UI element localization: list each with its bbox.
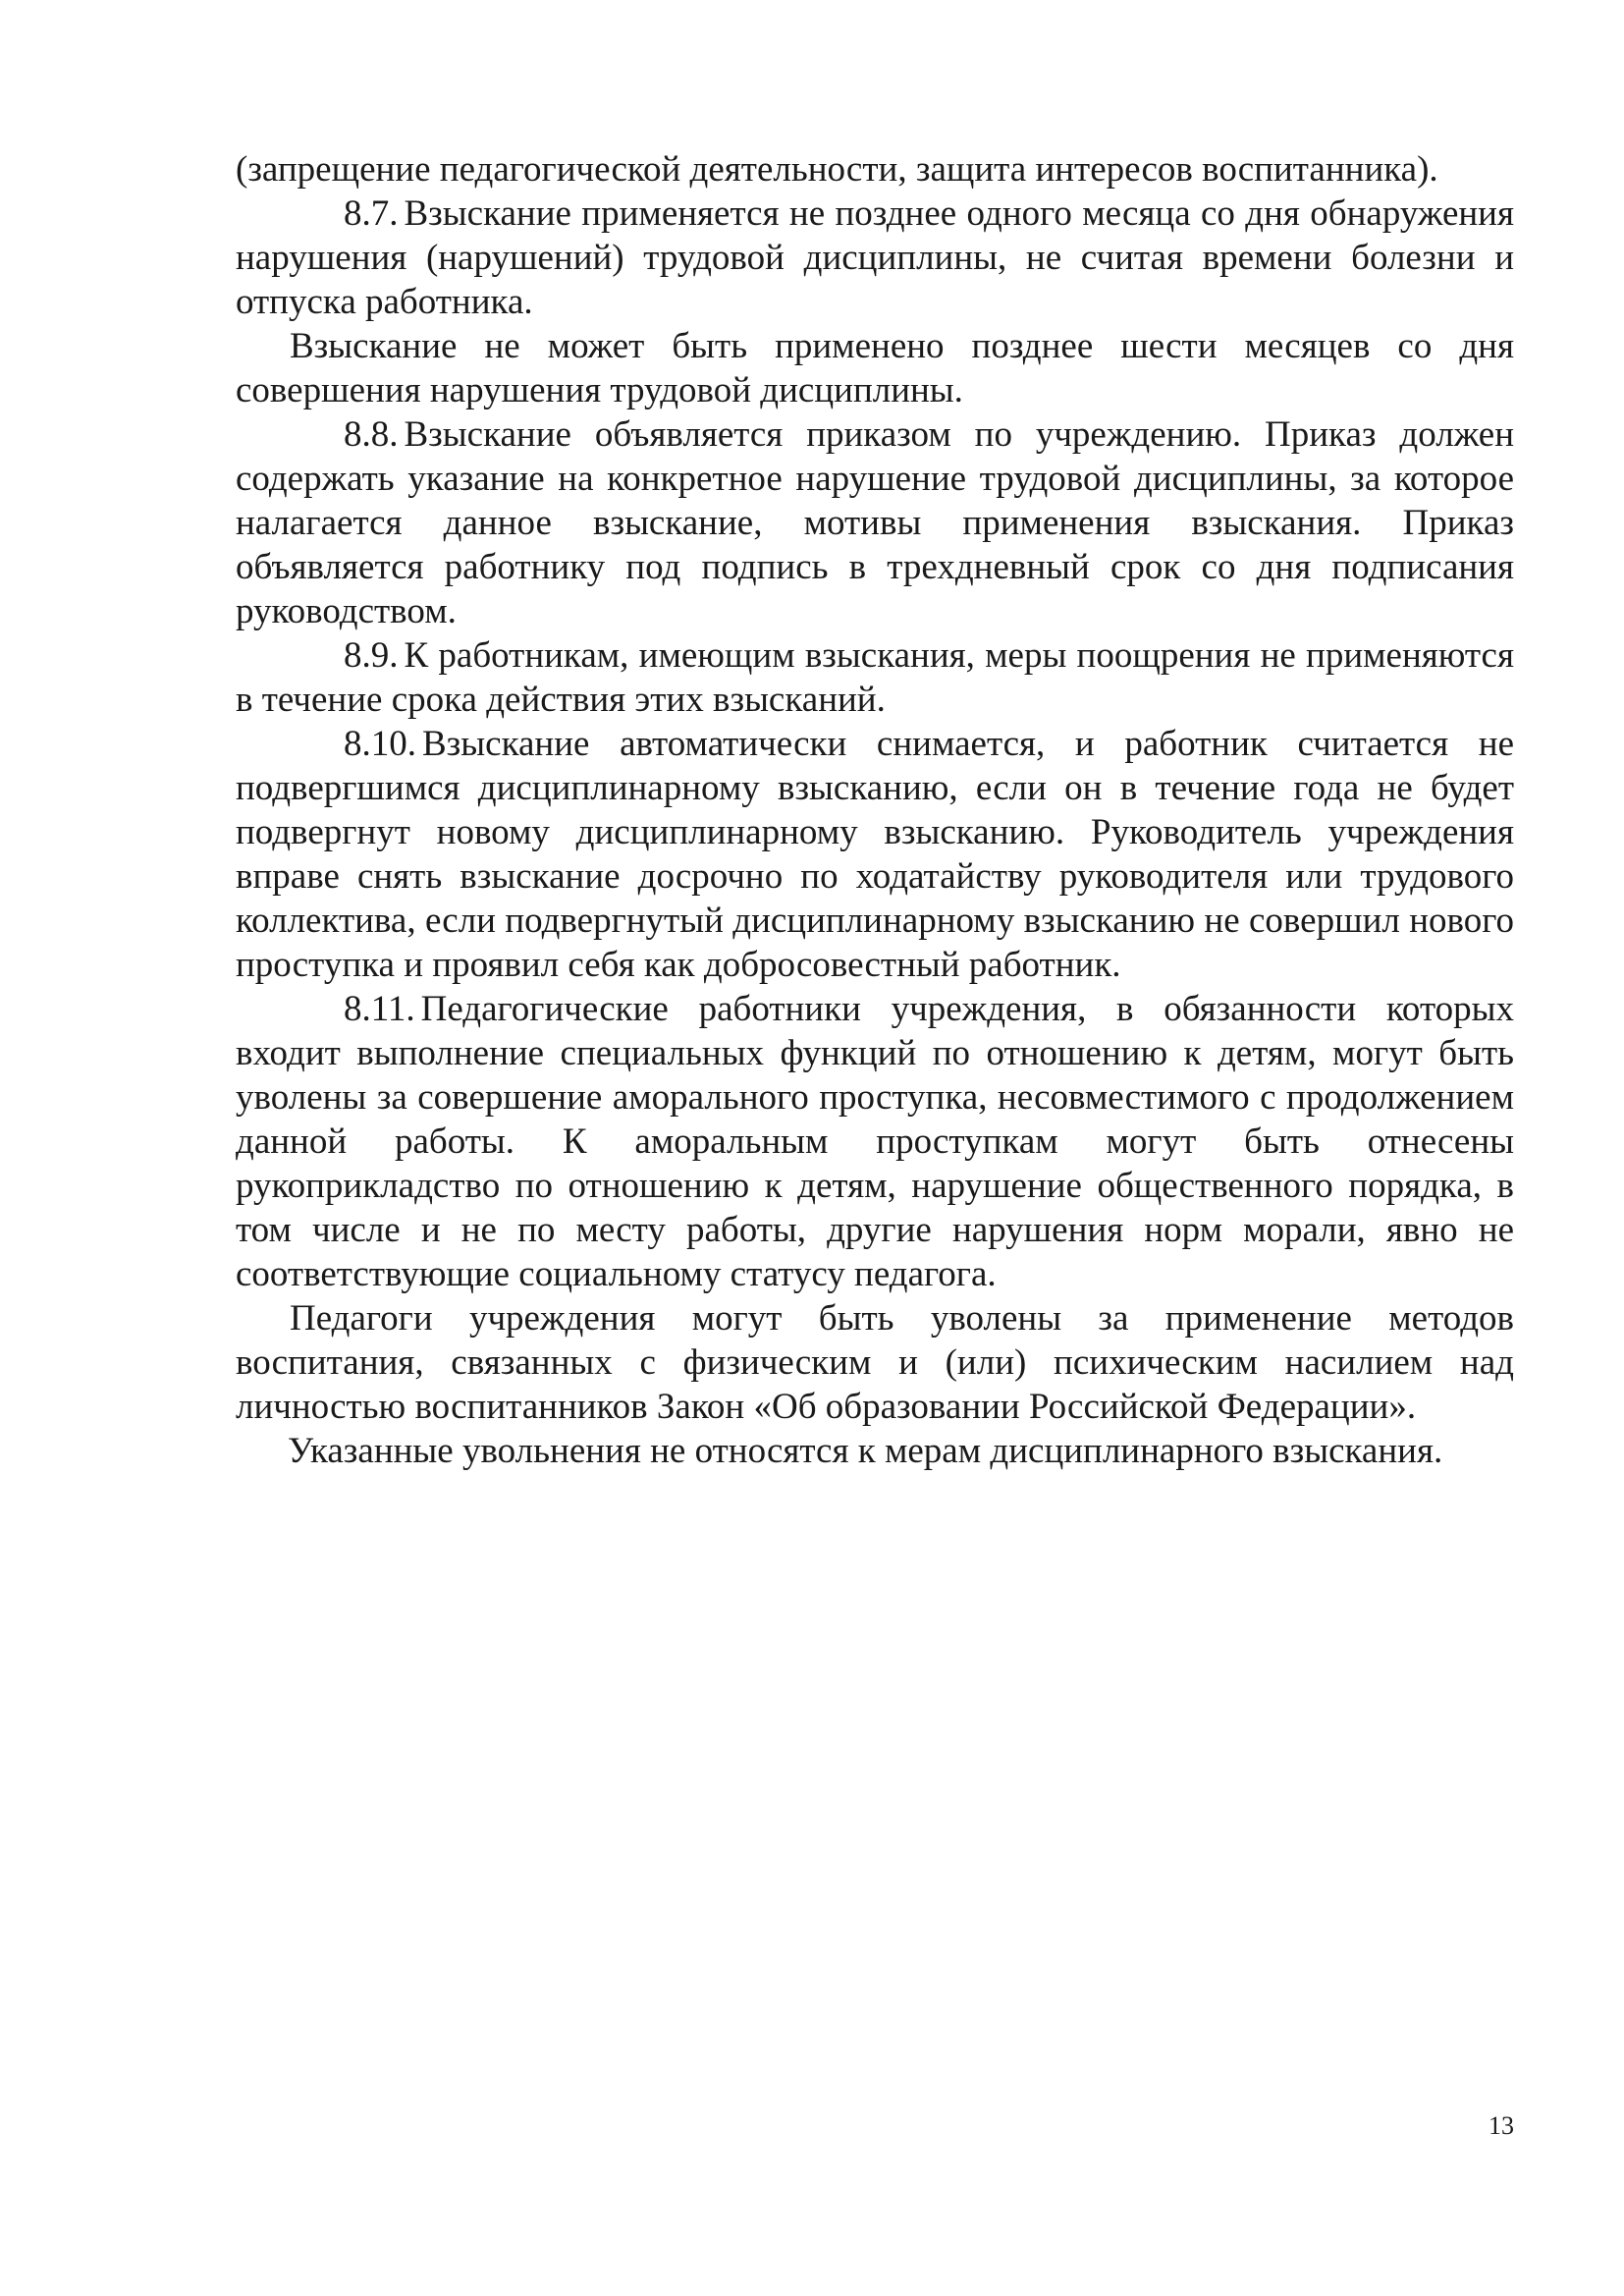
paragraph-8-11 [236, 987, 1514, 1296]
paragraph-8-8 [236, 412, 1514, 633]
paragraph-8-7-continued [236, 324, 1514, 412]
paragraph-text: Педагогические работники учреждения, в обязанности которых входит выполнение специальных функций по отношению к детям, могут быть уволены за совершение аморального проступка, несовместимого с продолжением данной работы. К аморальным проступкам могут быть отнесены рукоприкладство по отношению к детям, нарушение общественного порядка, в том числе и не по месту работы, другие нарушения норм морали, явно не соответствующие социальному статусу педагога. [236, 989, 1514, 1294]
paragraph-8-10 [236, 722, 1514, 987]
paragraph-number: 8.11. [344, 989, 415, 1029]
paragraph-text: Взыскание не может быть применено позднее шести месяцев со дня совершения нарушения трудовой дисциплины. [236, 326, 1514, 410]
paragraph-text: К работникам, имеющим взыскания, меры поощрения не применяются в течение срока действия этих взысканий. [236, 635, 1514, 720]
paragraph-number: 8.9. [344, 635, 399, 676]
paragraph-text: Взыскание объявляется приказом по учреждению. Приказ должен содержать указание на конкретное нарушение трудовой дисциплины, за которое налагается данное взыскание, мотивы применения взыскания. Приказ объявляется работнику под подпись в трехдневный срок со дня подписания руководством. [236, 414, 1514, 631]
paragraph-8-11-dismissals [236, 1429, 1514, 1473]
paragraph-number: 8.10. [344, 724, 416, 764]
paragraph-8-9 [236, 633, 1514, 722]
paragraph-8-7 [236, 191, 1514, 324]
paragraph-text: Взыскание автоматически снимается, и работник считается не подвергшимся дисциплинарному взысканию, если он в течение года не будет подвергнут новому дисциплинарному взысканию. Руководитель учреждения вправе снять взыскание досрочно по ходатайству руководителя или трудового коллектива, если подвергнутый дисциплинарному взысканию не совершил нового проступка и проявил себя как добросовестный работник. [236, 724, 1514, 985]
paragraph-text: Педагоги учреждения могут быть уволены за применение методов воспитания, связанных с физическим и (или) психическим насилием над личностью воспитанников Закон «Об образовании Российской Федерации». [236, 1298, 1514, 1427]
paragraph-text: Взыскание применяется не позднее одного месяца со дня обнаружения нарушения (нарушений) трудовой дисциплины, не считая времени болезни и отпуска работника. [236, 193, 1514, 322]
paragraph-text: (запрещение педагогической деятельности, защита интересов воспитанника). [236, 149, 1438, 190]
paragraph-number: 8.8. [344, 414, 399, 455]
document-page [236, 147, 1514, 1473]
paragraph-8-11-educators [236, 1296, 1514, 1429]
paragraph-number: 8.7. [344, 193, 399, 234]
paragraph-text: Указанные увольнения не относятся к мерам дисциплинарного взыскания. [288, 1431, 1443, 1471]
page-number: 13 [1489, 2111, 1514, 2140]
paragraph-continuation [236, 147, 1514, 191]
